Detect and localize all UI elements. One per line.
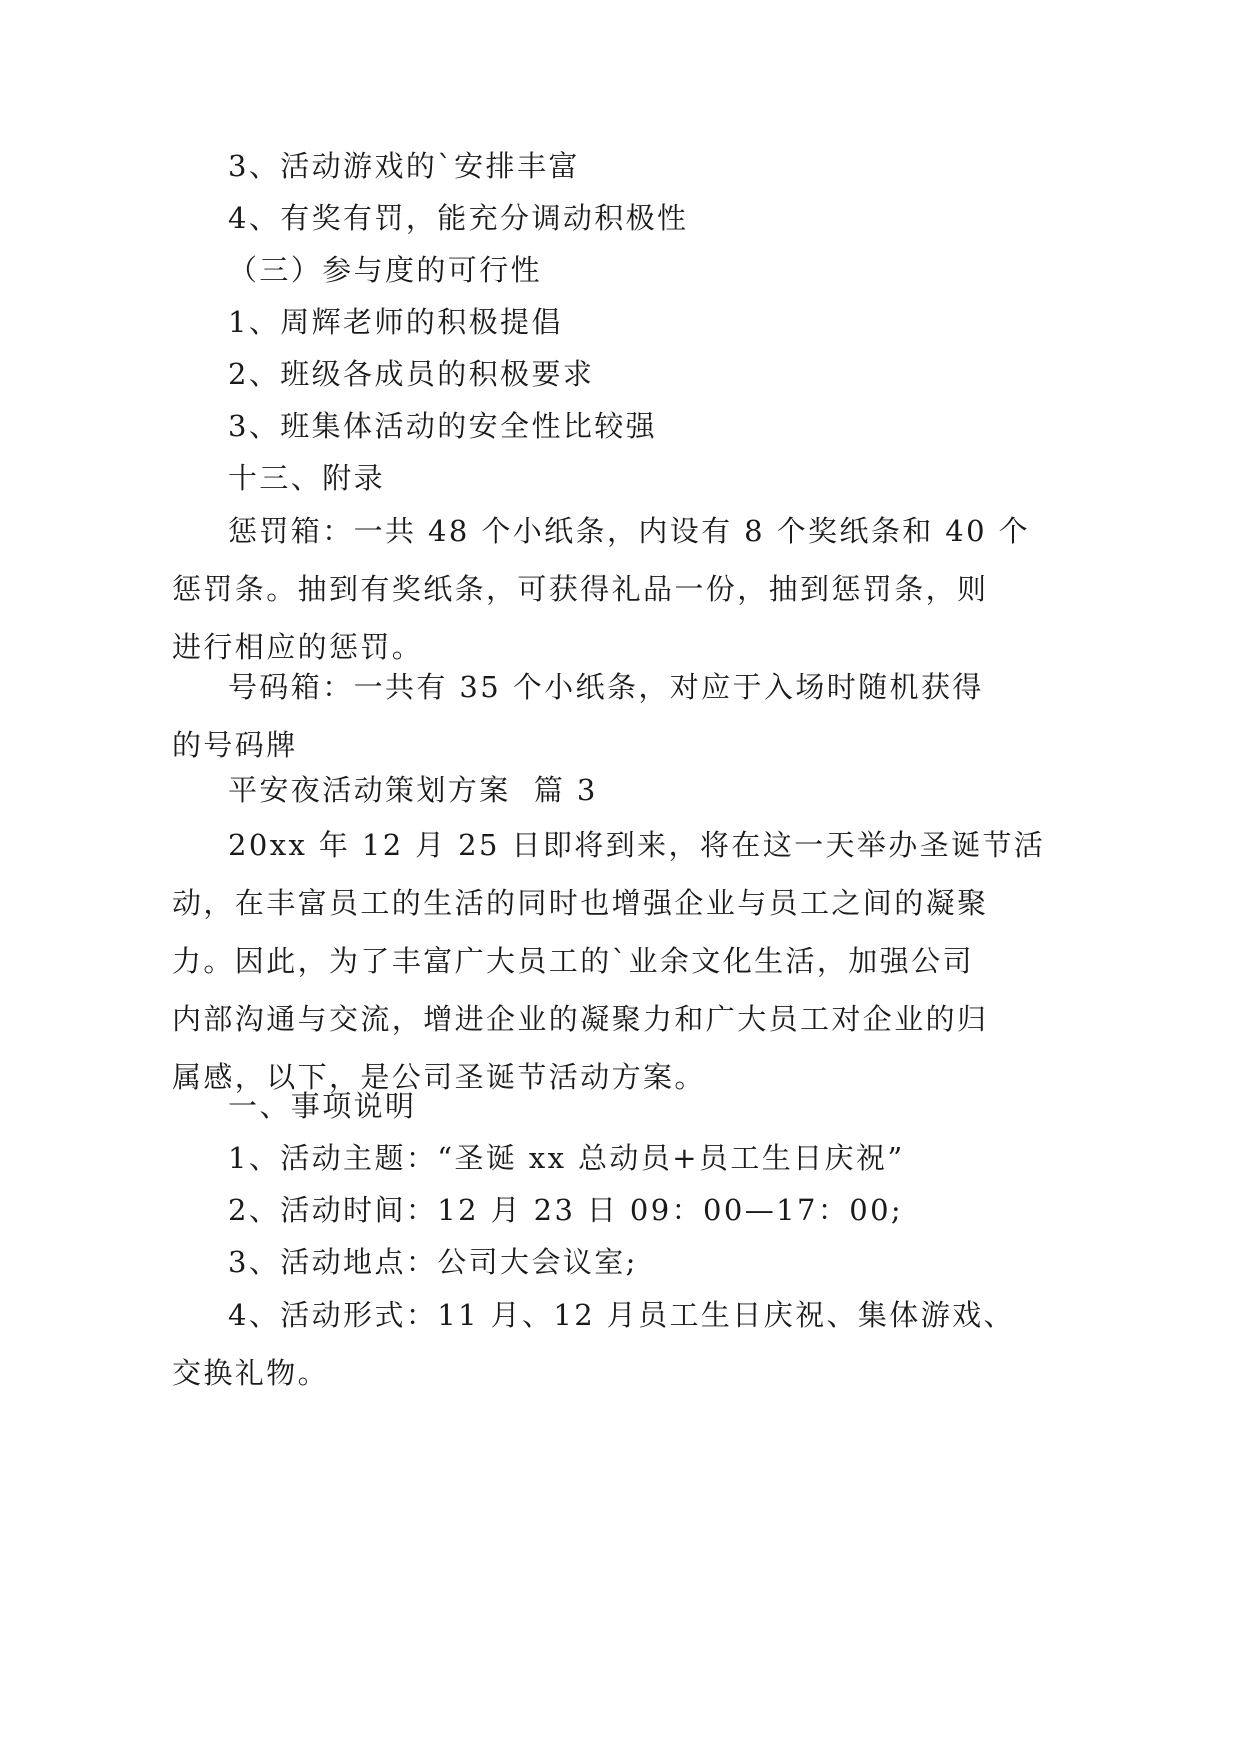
- paragraph-intro: [172, 816, 1052, 1106]
- paragraph-number-box: [172, 658, 1052, 774]
- paragraph-line: 号码箱：一共有 35 个小纸条，对应于入场时随机获得: [228, 670, 984, 704]
- items-heading: 一、事项说明: [228, 1089, 417, 1123]
- item-line: 1、活动主题：“圣诞 xx 总动员+员工生日庆祝”: [228, 1141, 905, 1175]
- text-line: 十三、附录: [228, 461, 386, 495]
- paragraph-line: 动，在丰富员工的生活的同时也增强企业与员工之间的凝聚: [172, 886, 989, 920]
- text-line: （三）参与度的可行性: [228, 253, 543, 287]
- text-line: 3、班集体活动的安全性比较强: [228, 409, 658, 443]
- paragraph-line: 20xx 年 12 月 25 日即将到来，将在这一天举办圣诞节活: [228, 828, 1046, 862]
- paragraph-line: 惩罚条。抽到有奖纸条，可获得礼品一份，抽到惩罚条，则: [172, 572, 989, 606]
- text-line: 4、有奖有罚，能充分调动积极性: [228, 201, 689, 235]
- text-line: 2、班级各成员的积极要求: [228, 357, 595, 391]
- paragraph-line: 进行相应的惩罚。: [172, 630, 424, 664]
- item-line: 2、活动时间：12 月 23 日 09：00—17：00;: [228, 1193, 904, 1227]
- paragraph-line: 惩罚箱：一共 48 个小纸条，内设有 8 个奖纸条和 40 个: [228, 514, 1030, 548]
- paragraph-line: 交换礼物。: [172, 1356, 330, 1390]
- paragraph-line: 的号码牌: [172, 728, 298, 762]
- paragraph-line: 内部沟通与交流，增进企业的凝聚力和广大员工对企业的归: [172, 1002, 989, 1036]
- item-line: 3、活动地点：公司大会议室;: [228, 1245, 638, 1279]
- paragraph-item4: [172, 1286, 1052, 1402]
- text-line: 3、活动游戏的`安排丰富: [228, 149, 580, 183]
- paragraph-line: 4、活动形式：11 月、12 月员工生日庆祝、集体游戏、: [228, 1298, 1015, 1332]
- paragraph-line: 属感，以下，是公司圣诞节活动方案。: [172, 1060, 706, 1094]
- text-line: 1、周辉老师的积极提倡: [228, 305, 563, 339]
- paragraph-line: 力。因此，为了丰富广大员工的`业余文化生活，加强公司: [172, 944, 974, 978]
- section-title: 平安夜活动策划方案 篇 3: [228, 773, 598, 807]
- paragraph-punish-box: [172, 502, 1052, 676]
